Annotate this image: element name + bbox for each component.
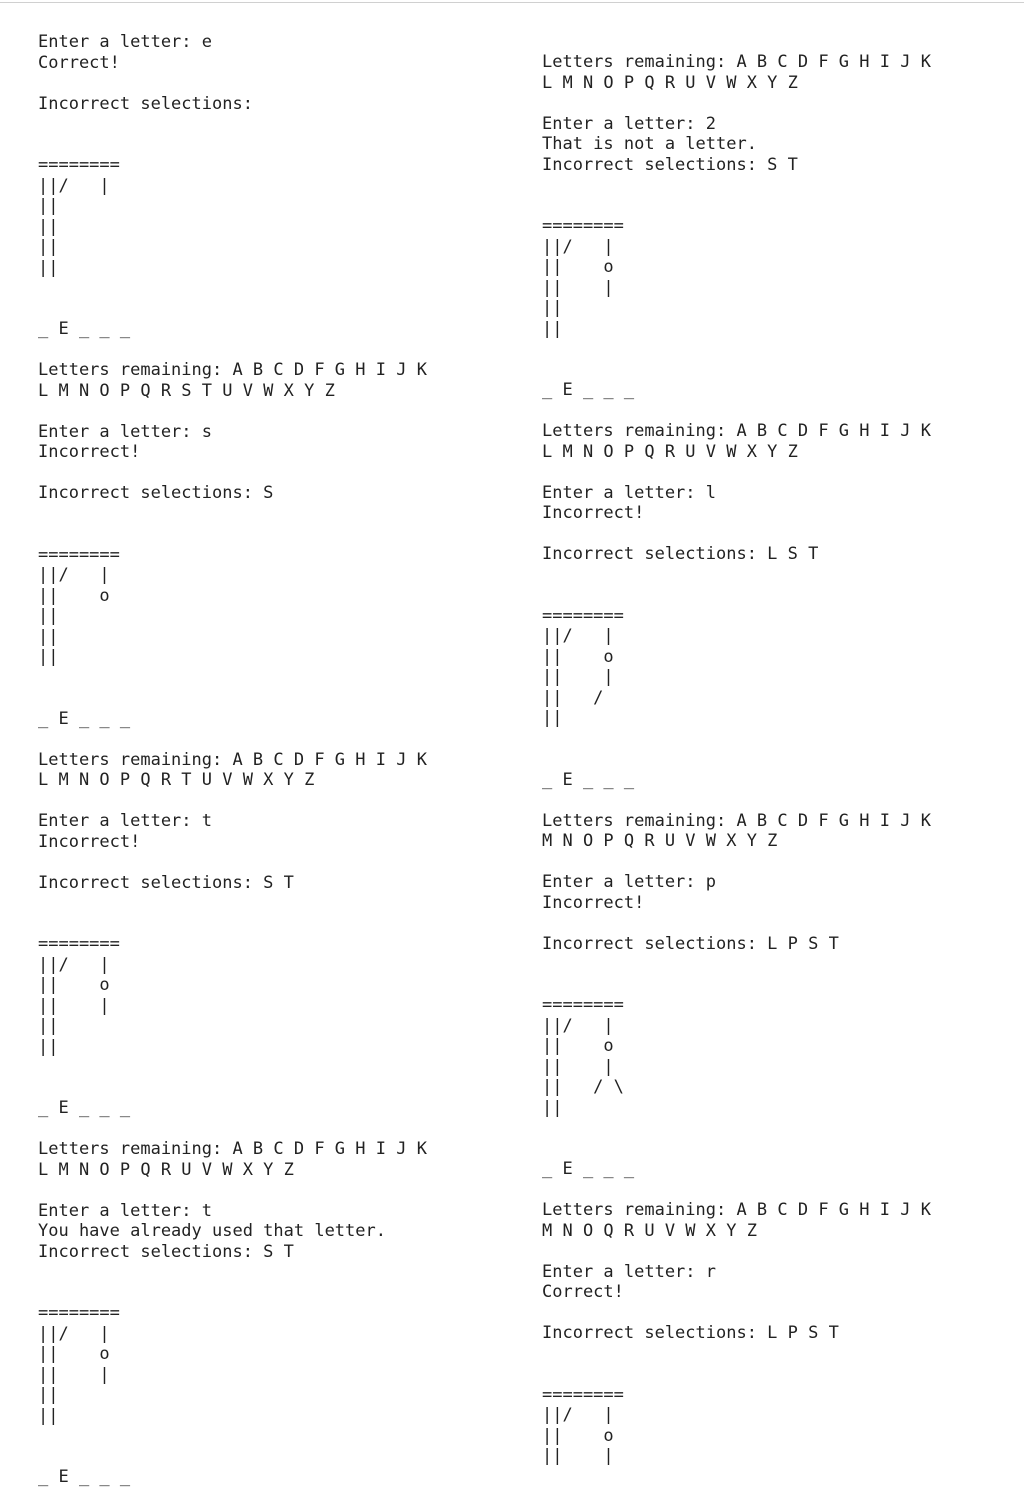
console-line: Enter a letter: t: [38, 811, 212, 831]
console-line: _ E _ _ _: [542, 769, 635, 790]
console-line: Incorrect selections: L P S T: [542, 933, 839, 954]
console-line: [542, 93, 931, 114]
console-line: Correct!: [542, 1282, 624, 1302]
console-line: || o: [542, 1036, 614, 1056]
console-line: Letters remaining: A B C D F G H I J K: [38, 1139, 427, 1159]
console-line: Letters remaining: A B C D F G H I J K: [38, 360, 427, 380]
console-line: L M N O P Q R S T U V W X Y Z: [38, 380, 335, 401]
console-line: Incorrect!: [542, 892, 645, 913]
console-output-left-column: [38, 32, 427, 1487]
console-line: || |: [542, 277, 614, 298]
console-line: || o: [542, 257, 614, 277]
console-line: [38, 1057, 427, 1078]
console-line: Incorrect selections: S T: [38, 872, 294, 893]
console-line: || /: [542, 687, 604, 708]
console-line: _ E _ _ _: [38, 1467, 131, 1487]
console-line: _ E _ _ _: [542, 380, 635, 400]
console-line: ========: [38, 934, 120, 954]
console-line: || |: [38, 1364, 110, 1385]
console-line: [542, 1118, 931, 1139]
console-line: || o: [38, 975, 110, 995]
console-line: ||: [38, 606, 59, 626]
console-line: Enter a letter: e: [38, 32, 212, 52]
console-line: ||: [38, 1016, 59, 1036]
console-line: ||: [38, 1036, 59, 1057]
console-line: [542, 954, 931, 975]
console-line: [38, 524, 427, 545]
console-line: ||/ |: [38, 1323, 110, 1344]
console-line: [38, 401, 427, 422]
console-line: [38, 340, 427, 361]
console-line: _ E _ _ _: [38, 708, 131, 729]
console-line: L M N O P Q R U V W X Y Z: [542, 441, 798, 462]
console-line: ||/ |: [542, 1405, 614, 1425]
console-line: ||/ |: [38, 175, 110, 196]
console-line: [542, 1303, 931, 1324]
console-line: Correct!: [38, 52, 120, 73]
console-line: [38, 73, 427, 94]
console-line: [38, 914, 427, 935]
console-output-right-column: [542, 52, 931, 1466]
console-line: [542, 749, 931, 770]
console-line: [38, 729, 427, 750]
console-line: [542, 1139, 931, 1160]
console-line: [38, 1078, 427, 1099]
console-line: ||/ |: [542, 236, 614, 257]
console-line: Letters remaining: A B C D F G H I J K: [542, 810, 931, 831]
console-line: [542, 524, 931, 545]
console-line: [38, 299, 427, 320]
console-line: ||: [38, 257, 59, 278]
console-line: [38, 463, 427, 484]
console-line: [38, 1447, 427, 1468]
console-line: _ E _ _ _: [38, 319, 131, 339]
console-line: ||: [542, 1097, 563, 1118]
console-line: [542, 360, 931, 381]
console-line: ||: [38, 196, 59, 216]
console-line: [38, 278, 427, 299]
console-line: Enter a letter: 2: [542, 113, 716, 134]
console-line: ||: [38, 216, 59, 237]
console-line: Incorrect selections: S T: [38, 1241, 294, 1262]
console-line: Letters remaining: A B C D F G H I J K: [38, 749, 427, 770]
console-line: Enter a letter: s: [38, 421, 212, 442]
console-line: [542, 913, 931, 934]
console-line: [38, 852, 427, 873]
console-line: [542, 175, 931, 196]
console-line: Incorrect!: [38, 831, 141, 852]
console-line: L M N O P Q R U V W X Y Z: [542, 72, 798, 93]
console-line: [542, 565, 931, 586]
console-line: [542, 852, 931, 873]
console-line: ||/ |: [542, 1015, 614, 1036]
console-line: ========: [542, 995, 624, 1015]
console-line: ========: [38, 1303, 120, 1323]
console-line: ||: [542, 318, 563, 339]
console-line: || |: [542, 1056, 614, 1077]
console-line: ||/ |: [38, 565, 110, 585]
console-line: Incorrect!: [38, 442, 141, 462]
console-line: || o: [38, 585, 110, 606]
console-line: Incorrect selections: L S T: [542, 544, 819, 564]
console-line: _ E _ _ _: [542, 1159, 635, 1179]
console-line: || |: [542, 1446, 614, 1466]
console-line: Enter a letter: l: [542, 482, 716, 503]
console-line: || o: [542, 1425, 614, 1446]
console-line: ========: [542, 216, 624, 236]
console-line: M N O P Q R U V W X Y Z: [542, 831, 778, 851]
console-line: [542, 729, 931, 750]
console-line: Incorrect!: [542, 503, 645, 523]
console-line: [38, 1283, 427, 1304]
console-line: [38, 893, 427, 914]
console-line: ||: [38, 1405, 59, 1426]
console-line: || |: [542, 667, 614, 687]
console-line: [542, 975, 931, 996]
console-line: Incorrect selections:: [38, 93, 253, 114]
console-line: ||/ |: [542, 626, 614, 646]
console-line: ||: [542, 298, 563, 318]
console-line: [542, 1180, 931, 1201]
console-line: That is not a letter.: [542, 134, 757, 154]
console-line: [542, 1344, 931, 1365]
console-line: || o: [38, 1344, 110, 1364]
console-line: Incorrect selections: S: [38, 483, 274, 503]
console-line: [542, 1364, 931, 1385]
console-line: [542, 196, 931, 217]
console-line: ========: [542, 1384, 624, 1405]
console-line: Enter a letter: p: [542, 872, 716, 892]
console-line: Incorrect selections: S T: [542, 154, 798, 175]
console-line: [542, 585, 931, 606]
console-line: Enter a letter: r: [542, 1261, 716, 1282]
top-border-divider: [0, 2, 1024, 3]
console-line: Letters remaining: A B C D F G H I J K: [542, 1200, 931, 1220]
console-line: [542, 401, 931, 422]
console-line: L M N O P Q R T U V W X Y Z: [38, 770, 315, 790]
console-line: Letters remaining: A B C D F G H I J K: [542, 52, 931, 72]
console-line: [38, 114, 427, 135]
console-line: [38, 791, 427, 812]
console-line: Letters remaining: A B C D F G H I J K: [542, 421, 931, 441]
console-line: || |: [38, 995, 110, 1016]
console-line: ||: [542, 708, 563, 728]
console-line: [542, 462, 931, 483]
console-line: ||: [38, 1385, 59, 1405]
console-line: Enter a letter: t: [38, 1200, 212, 1221]
console-line: ||: [38, 647, 59, 667]
console-line: ||: [38, 237, 59, 257]
console-line: You have already used that letter.: [38, 1221, 386, 1241]
console-line: [38, 135, 427, 156]
console-line: ========: [38, 155, 120, 175]
console-line: L M N O P Q R U V W X Y Z: [38, 1159, 294, 1180]
console-line: ||: [38, 626, 59, 647]
console-line: [38, 1180, 427, 1201]
console-line: ||/ |: [38, 954, 110, 975]
console-line: [38, 668, 427, 689]
console-line: [542, 1241, 931, 1262]
console-line: || o: [542, 646, 614, 667]
console-line: [38, 1426, 427, 1447]
console-line: Incorrect selections: L P S T: [542, 1323, 839, 1343]
console-line: [38, 1119, 427, 1140]
console-line: _ E _ _ _: [38, 1098, 131, 1118]
console-line: ========: [38, 544, 120, 565]
console-line: [542, 339, 931, 360]
console-line: [38, 688, 427, 709]
console-line: ========: [542, 605, 624, 626]
console-line: [38, 1262, 427, 1283]
console-line: M N O Q R U V W X Y Z: [542, 1220, 757, 1241]
console-line: || / \: [542, 1077, 624, 1097]
console-line: [38, 504, 427, 525]
console-line: [542, 790, 931, 811]
